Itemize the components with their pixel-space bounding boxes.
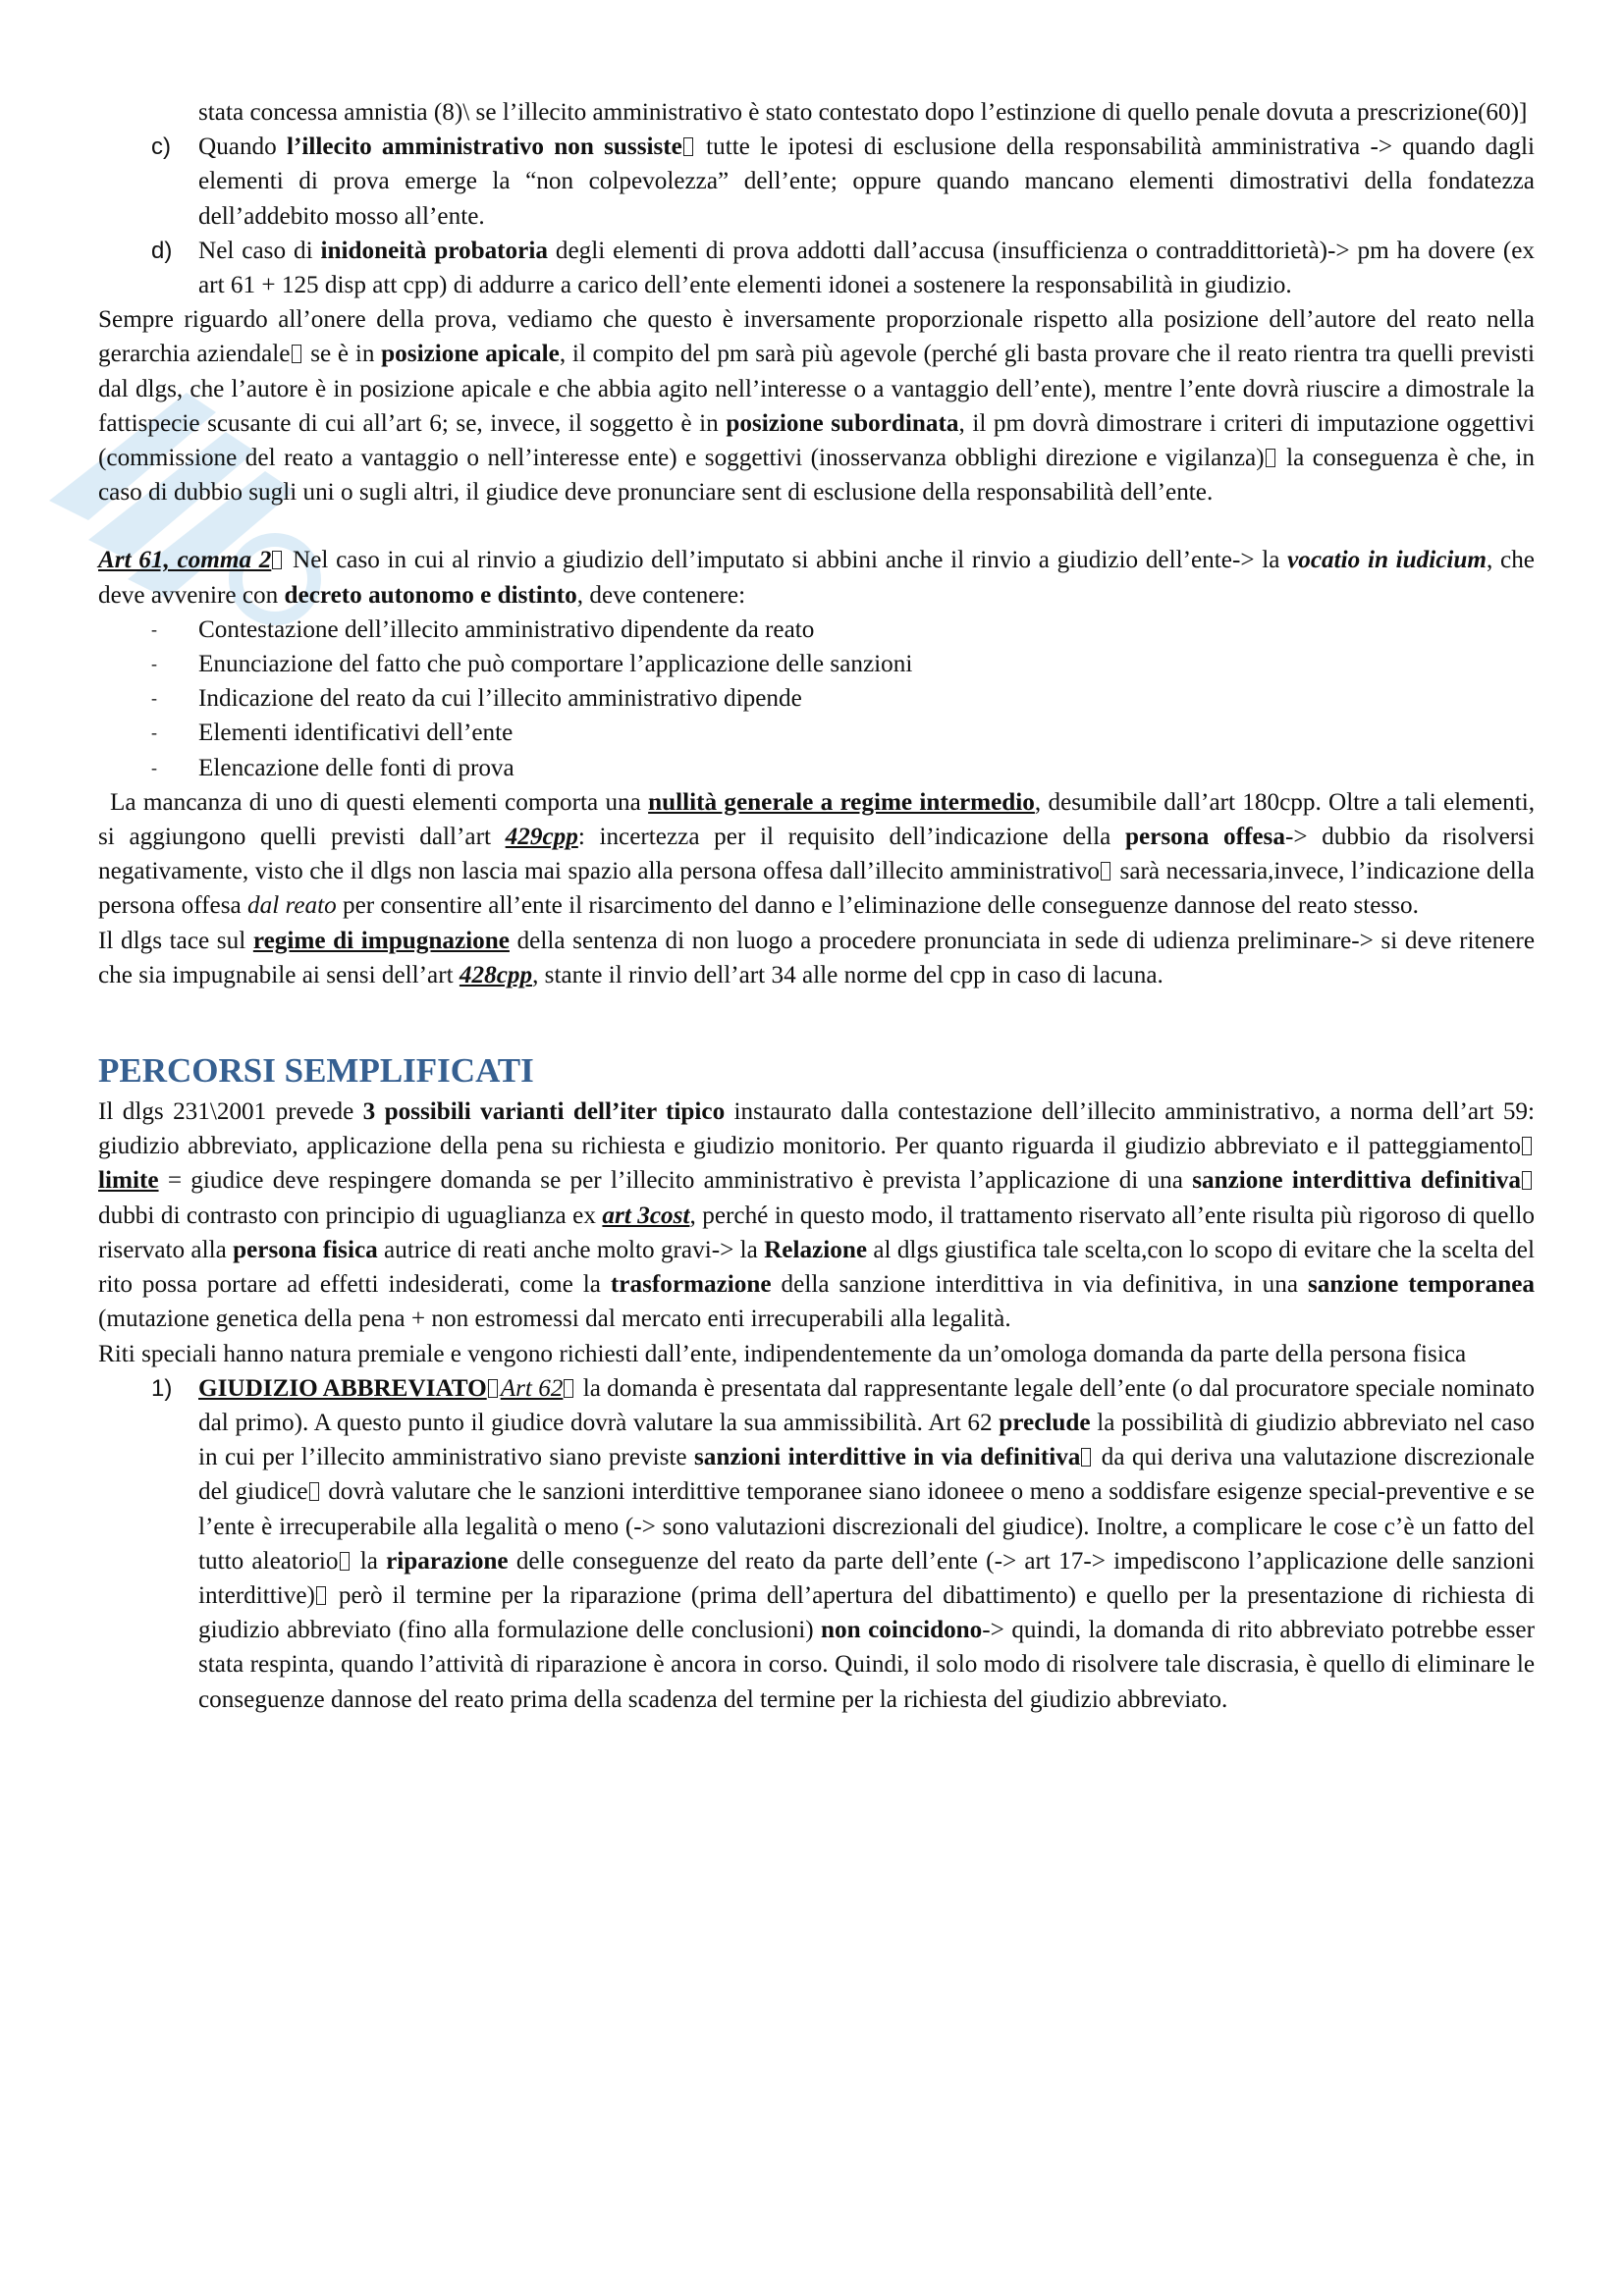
paragraph-onere-prova: Sempre riguardo all’onere della prova, vediamo che questo è inversamente proporzionale rispetto alla posizione dell’autore del reato nella gerarchia aziendale se è in posizione apicale, il compito del pm sarà più agevole (perché gli basta provare che il reato rientra tra quelli previsti dal dlgs, che l’autore è in posizione apicale e che abbia agito nell’interesse o a vantaggio dell’ente), mentre l’ente dovrà riuscire a dimostrale la fattispecie scusante di cui all’art 6; se, invece, il soggetto è in posizione subordinata, il pm dovrà dimostrare i criteri di imputazione oggettivi (commissione del reato a vantaggio o nell’interesse ente) e soggettivi (inosservanza obblighi direzione e vigilanza) la conseguenza è che, in caso di dubbio sugli uni o sugli altri, il giudice deve pronunciare sent di esclusione della responsabilità dell’ente. — [98, 306, 1535, 507]
bullet-dash-icon: - — [151, 688, 157, 709]
missing-glyph-icon — [488, 1379, 498, 1398]
bullet-item: - Indicazione del reato da cui l’illecito amministrativo dipende — [98, 681, 1535, 716]
paragraph-mancanza: La mancanza di uno di questi elementi comporta una nullità generale a regime intermedio, desumibile dall’art 180cpp. Oltre a tali elementi, si aggiungono quelli previsti dall’art 429cpp: incertezza per il requisito dell’indicazione della persona offesa-> dubbio da risolversi negativamente, visto che il dlgs non lascia mai spazio alla persona offesa dall’illecito amministrativo sarà necessaria,invece, l’indicazione della persona offesa dal reato per consentire all’ente il risarcimento del danno e l’eliminazione delle conseguenze dannose del reato stesso. — [98, 788, 1535, 920]
list-marker: 1) — [151, 1374, 173, 1402]
missing-glyph-icon — [316, 1586, 326, 1605]
missing-glyph-icon — [292, 345, 301, 363]
missing-glyph-icon — [1522, 1137, 1532, 1155]
document-page — [98, 95, 1535, 1717]
section-heading: PERCORSI SEMPLIFICATI — [98, 1051, 534, 1091]
missing-glyph-icon — [272, 551, 282, 569]
paragraph-percorsi: Il dlgs 231\2001 prevede 3 possibili varianti dell’iter tipico instaurato dalla contestazione dell’illecito amministrativo, a norma dell’art 59: giudizio abbreviato, applicazione della pena su richiesta e giudizio monitorio. Per quanto riguarda il giudizio abbreviato e il patteggiamentolimite = giudice deve respingere domanda se per l’illecito amministrativo è prevista l’applicazione di una sanzione interdittiva definitiva dubbi di contrasto con principio di uguaglianza ex art 3cost, perché in questo modo, il trattamento riservato all’ente risulta più rigoroso di quello riservato alla persona fisica autrice di reati anche molto gravi-> la Relazione al dlgs giustifica tale scelta,con lo scopo di evitare che la scelta del rito possa portare ad effetti indesiderati, come la trasformazione della sanzione interdittiva in via definitiva, in una sanzione temporanea (mutazione genetica della pena + non estromessi dal mercato enti irrecuperabili alla legalità. — [98, 1098, 1536, 1333]
bullet-dash-icon: - — [151, 722, 157, 743]
missing-glyph-icon — [309, 1482, 319, 1501]
paragraph-art61: Art 61, comma 2 Nel caso in cui al rinvio a giudizio dell’imputato si abbini anche il rinvio a giudizio dell’ente-> la vocatio in iudicium, che deve avvenire con decreto autonomo e distinto, deve contenere: — [98, 547, 1535, 609]
missing-glyph-icon — [1522, 1171, 1532, 1190]
list-marker: c) — [151, 133, 171, 161]
bullet-item: - Enunciazione del fatto che può comportare l’applicazione delle sanzioni — [98, 647, 1535, 681]
paragraph-impugnazione: Il dlgs tace sul regime di impugnazione della sentenza di non luogo a procedere pronunciata in sede di udienza preliminare-> si deve ritenere che sia impugnabile ai sensi dell’art 428cpp, stante il rinvio dell’art 34 alle norme del cpp in caso di lacuna. — [98, 927, 1536, 988]
bullet-item: - Elementi identificativi dell’ente — [98, 716, 1535, 750]
missing-glyph-icon — [1101, 862, 1110, 881]
list-marker: d) — [151, 237, 173, 264]
missing-glyph-icon — [1266, 449, 1275, 467]
missing-glyph-icon — [564, 1379, 573, 1398]
list-item-giudizio-abbreviato: 1) GIUDIZIO ABBREVIATO Art 62 la domanda è presentata dal rappresentante legale dell’ente (o dal procuratore speciale nominato dal primo). A questo punto il giudice dovrà valutare la sua ammissibilità. Art 62 preclude la possibilità di giudizio abbreviato nel caso in cui per l’illecito amministrativo siano previste sanzioni interdittive in via definitiva da qui deriva una valutazione discrezionale del giudice dovrà valutare che le sanzioni interdittive temporanee siano idoneee o meno a soddisfare esigenze special-preventive e se l’ente è irrecuperabile alla legalità o meno (-> sono valutazioni discrezionali del giudice). Inoltre, a complicare le cose c’è un fatto del tutto aleatorio la riparazione delle conseguenze del reato da parte dell’ente (-> art 17-> impediscono l’applicazione delle sanzioni interdittive) però il termine per la riparazione (prima dell’apertura del dibattimento) e quello per la presentazione di richiesta di giudizio abbreviato (fino alla formulazione delle conclusioni) non coincidono-> quindi, la domanda di rito abbreviato potrebbe esser stata respinta, quando l’attività di riparazione è ancora in corso. Quindi, il solo modo di risolvere tale discrasia, è quello di eliminare le conseguenze dannose del reato prima della scadenza del termine per la richiesta del giudizio abbreviato. — [98, 1371, 1535, 1717]
missing-glyph-icon — [683, 137, 693, 156]
paragraph-riti: Riti speciali hanno natura premiale e vengono richiesti dall’ente, indipendentemente da un’omologa domanda da parte della persona fisica — [98, 1340, 1467, 1367]
art61-reference: Art 61, comma 2 — [98, 547, 272, 574]
continuation-text: stata concessa amnistia (8)\ se l’illecito amministrativo è stato contestato dopo l’estinzione di quello penale dovuta a prescrizione(60)] — [198, 99, 1528, 126]
bullet-dash-icon: - — [151, 757, 157, 777]
missing-glyph-icon — [1081, 1448, 1091, 1467]
list-item-c: c) Quando l’illecito amministrativo non sussiste tutte le ipotesi di esclusione della responsabilità amministrativa -> quando dagli elementi di prova emerge la “non colpevolezza” dell’ente; oppure quando mancano elementi dimostrativi della fondatezza dell’addebito mosso all’ente. — [98, 130, 1535, 234]
bullet-dash-icon: - — [151, 618, 157, 639]
missing-glyph-icon — [340, 1552, 350, 1571]
bullet-item: - Contestazione dell’illecito amministrativo dipendente da reato — [98, 613, 1535, 647]
bullet-item: - Elencazione delle fonti di prova — [98, 751, 1535, 785]
bullet-dash-icon: - — [151, 654, 157, 674]
list-item-d: d) Nel caso di inidoneità probatoria degli elementi di prova addotti dall’accusa (insufficienza o contraddittorietà)-> pm ha dovere (ex art 61 + 125 disp att cpp) di addurre a carico dell’ente elementi idonei a sostenere la responsabilità in giudizio. — [98, 234, 1535, 302]
